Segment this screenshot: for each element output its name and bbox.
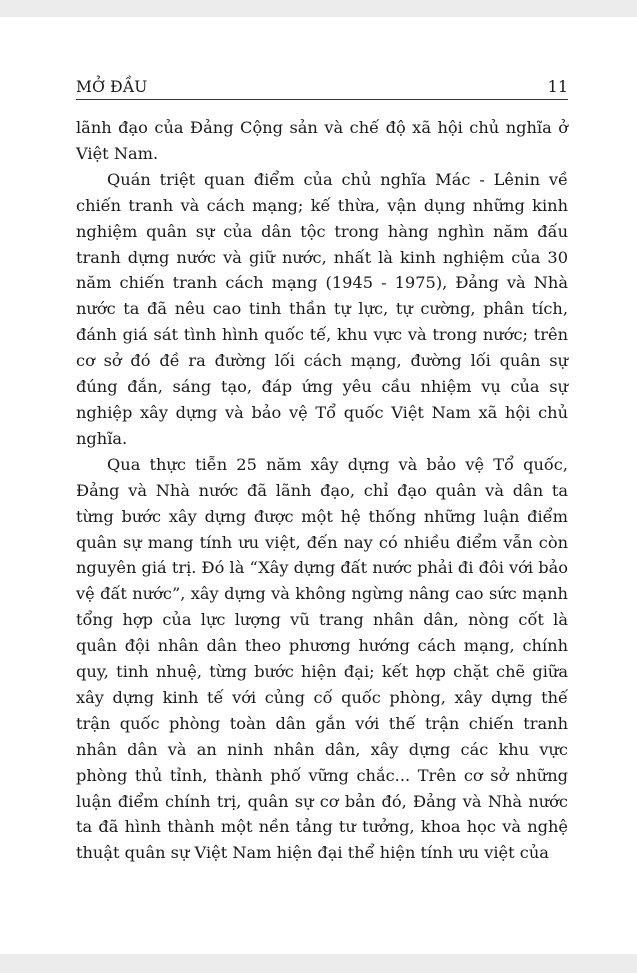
body-text	[76, 115, 568, 866]
running-header	[76, 77, 568, 100]
paragraph-continuation: lãnh đạo của Đảng Cộng sản và chế độ xã hội chủ nghĩa ở Việt Nam.	[76, 118, 568, 163]
chapter-title: MỞ ĐẦU	[76, 78, 148, 96]
paragraph: Qua thực tiễn 25 năm xây dựng và bảo vệ Tổ quốc, Đảng và Nhà nước đã lãnh đạo, chỉ đạo quân và dân ta từng bước xây dựng được một hệ thống những luận điểm quân sự mang tính ưu việt, đến nay có nhiều điểm vẫn còn nguyên giá trị. Đó là “Xây dựng đất nước phải đi đôi với bảo vệ đất nước”, xây dựng và không ngừng nâng cao sức mạnh tổng hợp của lực lượng vũ trang nhân dân, nòng cốt là quân đội nhân dân theo phương hướng cách mạng, chính quy, tinh nhuệ, từng bước hiện đại; kết hợp chặt chẽ giữa xây dựng kinh tế với củng cố quốc phòng, xây dựng thế trận quốc phòng toàn dân gắn với thế trận chiến tranh nhân dân và an ninh nhân dân, xây dựng các khu vực phòng thủ tỉnh, thành phố vững chắc... Trên cơ sở những luận điểm chính trị, quân sự cơ bản đó, Đảng và Nhà nước ta đã hình thành một nền tảng tư tưởng, khoa học và nghệ thuật quân sự Việt Nam hiện đại thể hiện tính ưu việt của	[76, 454, 568, 863]
page-number: 11	[547, 77, 568, 96]
paragraph: Quán triệt quan điểm của chủ nghĩa Mác - Lênin về chiến tranh và cách mạng; kế thừa, vận dụng những kinh nghiệm quân sự của dân tộc trong hàng nghìn năm đấu tranh dựng nước và giữ nước, nhất là kinh nghiệm của 30 năm chiến tranh cách mạng (1945 - 1975), Đảng và Nhà nước ta đã nêu cao tinh thần tự lực, tự cường, phân tích, đánh giá sát tình hình quốc tế, khu vực và trong nước; trên cơ sở đó đề ra đường lối cách mạng, đường lối quân sự đúng đắn, sáng tạo, đáp ứng yêu cầu nhiệm vụ của sự nghiệp xây dựng và bảo vệ Tổ quốc Việt Nam xã hội chủ nghĩa.	[76, 169, 568, 448]
